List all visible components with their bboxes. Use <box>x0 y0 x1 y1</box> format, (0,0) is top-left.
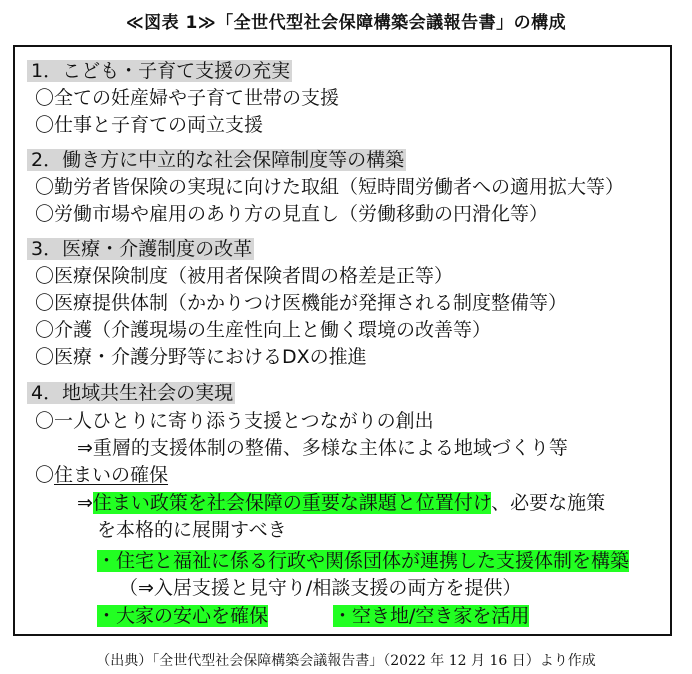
section-3-item-4: 〇医療・介護分野等におけるDXの推進 <box>35 346 367 368</box>
source-note: （出典）「全世代型社会保障構築会議報告書」（2022 年 12 月 16 日）より作成 <box>96 653 596 669</box>
figure-title: ≪図表 1≫「全世代型社会保障構築会議報告書」の構成 <box>125 13 567 33</box>
section-2-heading-text: 2．働き方に中立的な社会保障制度等の構築 <box>27 149 406 171</box>
section-3-item-3: 〇介護（介護現場の生産性向上と働く環境の改善等） <box>35 319 492 341</box>
bullet-support-system <box>97 548 629 574</box>
section-3-heading <box>27 236 254 262</box>
section-4-item-1-sub: ⇒重層的支援体制の整備、多様な主体による地域づくり等 <box>77 437 568 459</box>
bullet-vacant <box>333 603 529 629</box>
section-4-heading-text: 4．地域共生社会の実現 <box>27 382 235 404</box>
section-4-heading <box>27 380 235 406</box>
section-2-heading <box>27 147 406 173</box>
housing-policy-highlight: 住まい政策を社会保障の重要な課題と位置付け <box>92 492 492 514</box>
bullet-support-note: （⇒入居支援と見守り/相談支援の両方を提供） <box>119 577 522 599</box>
housing-policy-rest: 、必要な施策 <box>491 492 606 514</box>
housing-security-text: 住まいの確保 <box>54 464 169 486</box>
housing-policy-line-2: を本格的に展開すべき <box>97 519 287 541</box>
bullet-vacant-text: ・空き地/空き家を活用 <box>333 605 530 627</box>
circle-bullet: 〇 <box>35 464 55 486</box>
section-1-heading-text: 1．こども・子育て支援の充実 <box>27 60 292 82</box>
section-4-item-2 <box>35 462 168 488</box>
section-2-item-2: 〇労働市場や雇用のあり方の見直し（労働移動の円滑化等） <box>35 203 549 225</box>
housing-policy-line-1 <box>77 490 605 516</box>
section-3-item-2: 〇医療提供体制（かかりつけ医機能が発揮される制度整備等） <box>35 292 568 314</box>
section-2-item-1: 〇勤労者皆保険の実現に向けた取組（短時間労働者への適用拡大等） <box>35 176 625 198</box>
report-structure-box <box>13 45 672 636</box>
section-4-item-1: 〇一人ひとりに寄り添う支援とつながりの創出 <box>35 410 434 432</box>
bullet-landlord <box>97 603 268 629</box>
section-1-heading <box>27 58 292 84</box>
section-3-item-1: 〇医療保険制度（被用者保険者間の格差是正等） <box>35 265 454 287</box>
arrow-icon: ⇒ <box>77 492 93 514</box>
section-1-item-2: 〇仕事と子育ての両立支援 <box>35 114 264 136</box>
bullet-support-system-text: ・住宅と福祉に係る行政や関係団体が連携した支援体制を構築 <box>97 550 630 572</box>
section-3-heading-text: 3．医療・介護制度の改革 <box>27 238 254 260</box>
bullet-landlord-text: ・大家の安心を確保 <box>97 605 269 627</box>
section-1-item-1: 〇全ての妊産婦や子育て世帯の支援 <box>35 87 340 109</box>
